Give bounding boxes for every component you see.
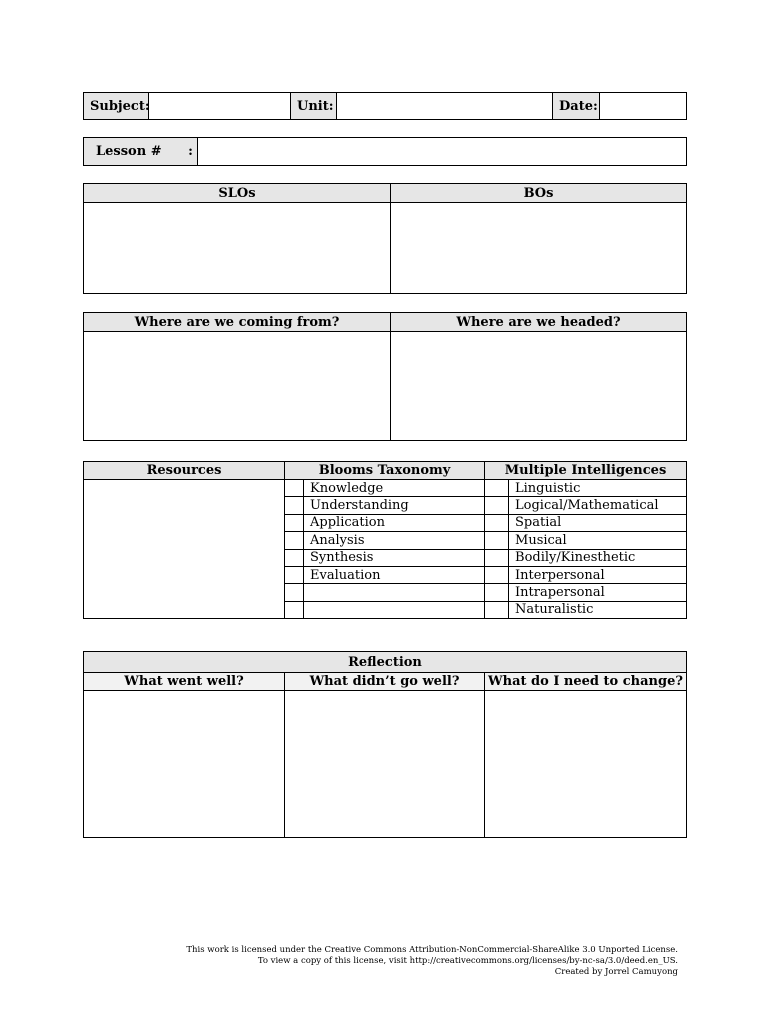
blooms-header: Blooms Taxonomy: [285, 462, 485, 480]
slos-field[interactable]: [84, 203, 391, 294]
blooms-item: Evaluation: [304, 566, 485, 583]
blooms-item: Knowledge: [304, 480, 485, 497]
coming-from-field[interactable]: [84, 332, 391, 441]
license-line: This work is licensed under the Creative Commons Attribution-NonCommercial-ShareAlike 3.0 Unported License.: [186, 945, 678, 955]
header-row: [83, 92, 686, 120]
mi-header: Multiple Intelligences: [485, 462, 687, 480]
blooms-item: Understanding: [304, 497, 485, 514]
mi-item: Bodily/Kinesthetic: [509, 549, 687, 566]
unit-label: Unit:: [291, 93, 337, 120]
author-credit: Created by Jorrel Camuyong: [554, 967, 678, 977]
coming-from-header: Where are we coming from?: [84, 313, 391, 332]
mi-checkbox[interactable]: [485, 480, 509, 497]
unit-field[interactable]: [337, 93, 553, 120]
mi-checkbox[interactable]: [485, 532, 509, 549]
mi-checkbox[interactable]: [485, 549, 509, 566]
mi-item: Musical: [509, 532, 687, 549]
date-label: Date:: [553, 93, 600, 120]
subject-field[interactable]: [149, 93, 291, 120]
headed-header: Where are we headed?: [391, 313, 687, 332]
blooms-checkbox[interactable]: [285, 532, 304, 549]
lesson-label-cell: [84, 138, 198, 166]
date-field[interactable]: [600, 93, 687, 120]
blooms-item[interactable]: [304, 601, 485, 618]
went-well-field[interactable]: [84, 691, 285, 838]
mi-item: Logical/Mathematical: [509, 497, 687, 514]
reflection-title: Reflection: [84, 652, 687, 673]
need-to-change-field[interactable]: [485, 691, 687, 838]
blooms-checkbox[interactable]: [285, 497, 304, 514]
reflection-table: [83, 651, 686, 838]
mi-item: Naturalistic: [509, 601, 687, 618]
resources-header: Resources: [84, 462, 285, 480]
blooms-checkbox[interactable]: [285, 549, 304, 566]
lesson-colon: :: [188, 144, 193, 159]
blooms-item: Application: [304, 514, 485, 531]
outcomes-table: [83, 183, 686, 294]
didnt-go-well-header: What didn’t go well?: [285, 673, 485, 691]
lesson-field[interactable]: [198, 138, 687, 166]
blooms-item: Analysis: [304, 532, 485, 549]
blooms-item[interactable]: [304, 584, 485, 601]
license-url-line: To view a copy of this license, visit http://creativecommons.org/licenses/by-nc-sa/3.0/deed.en_US.: [257, 956, 678, 966]
need-to-change-header: What do I need to change?: [485, 673, 687, 691]
direction-table: [83, 312, 686, 441]
license-footer: [186, 945, 678, 978]
resources-field[interactable]: [84, 480, 285, 619]
resources-table: [83, 461, 686, 618]
lesson-row: [83, 137, 686, 166]
mi-item: Spatial: [509, 514, 687, 531]
mi-checkbox[interactable]: [485, 566, 509, 583]
mi-checkbox[interactable]: [485, 514, 509, 531]
blooms-checkbox[interactable]: [285, 514, 304, 531]
mi-item: Interpersonal: [509, 566, 687, 583]
bos-field[interactable]: [391, 203, 687, 294]
went-well-header: What went well?: [84, 673, 285, 691]
mi-checkbox[interactable]: [485, 497, 509, 514]
subject-label: Subject:: [84, 93, 149, 120]
blooms-checkbox[interactable]: [285, 566, 304, 583]
headed-field[interactable]: [391, 332, 687, 441]
mi-item: Linguistic: [509, 480, 687, 497]
slos-header: SLOs: [84, 184, 391, 203]
blooms-checkbox[interactable]: [285, 480, 304, 497]
lesson-label: Lesson #: [96, 144, 162, 159]
mi-item: Intrapersonal: [509, 584, 687, 601]
blooms-checkbox[interactable]: [285, 601, 304, 618]
didnt-go-well-field[interactable]: [285, 691, 485, 838]
mi-checkbox[interactable]: [485, 601, 509, 618]
blooms-checkbox[interactable]: [285, 584, 304, 601]
blooms-item: Synthesis: [304, 549, 485, 566]
mi-checkbox[interactable]: [485, 584, 509, 601]
bos-header: BOs: [391, 184, 687, 203]
